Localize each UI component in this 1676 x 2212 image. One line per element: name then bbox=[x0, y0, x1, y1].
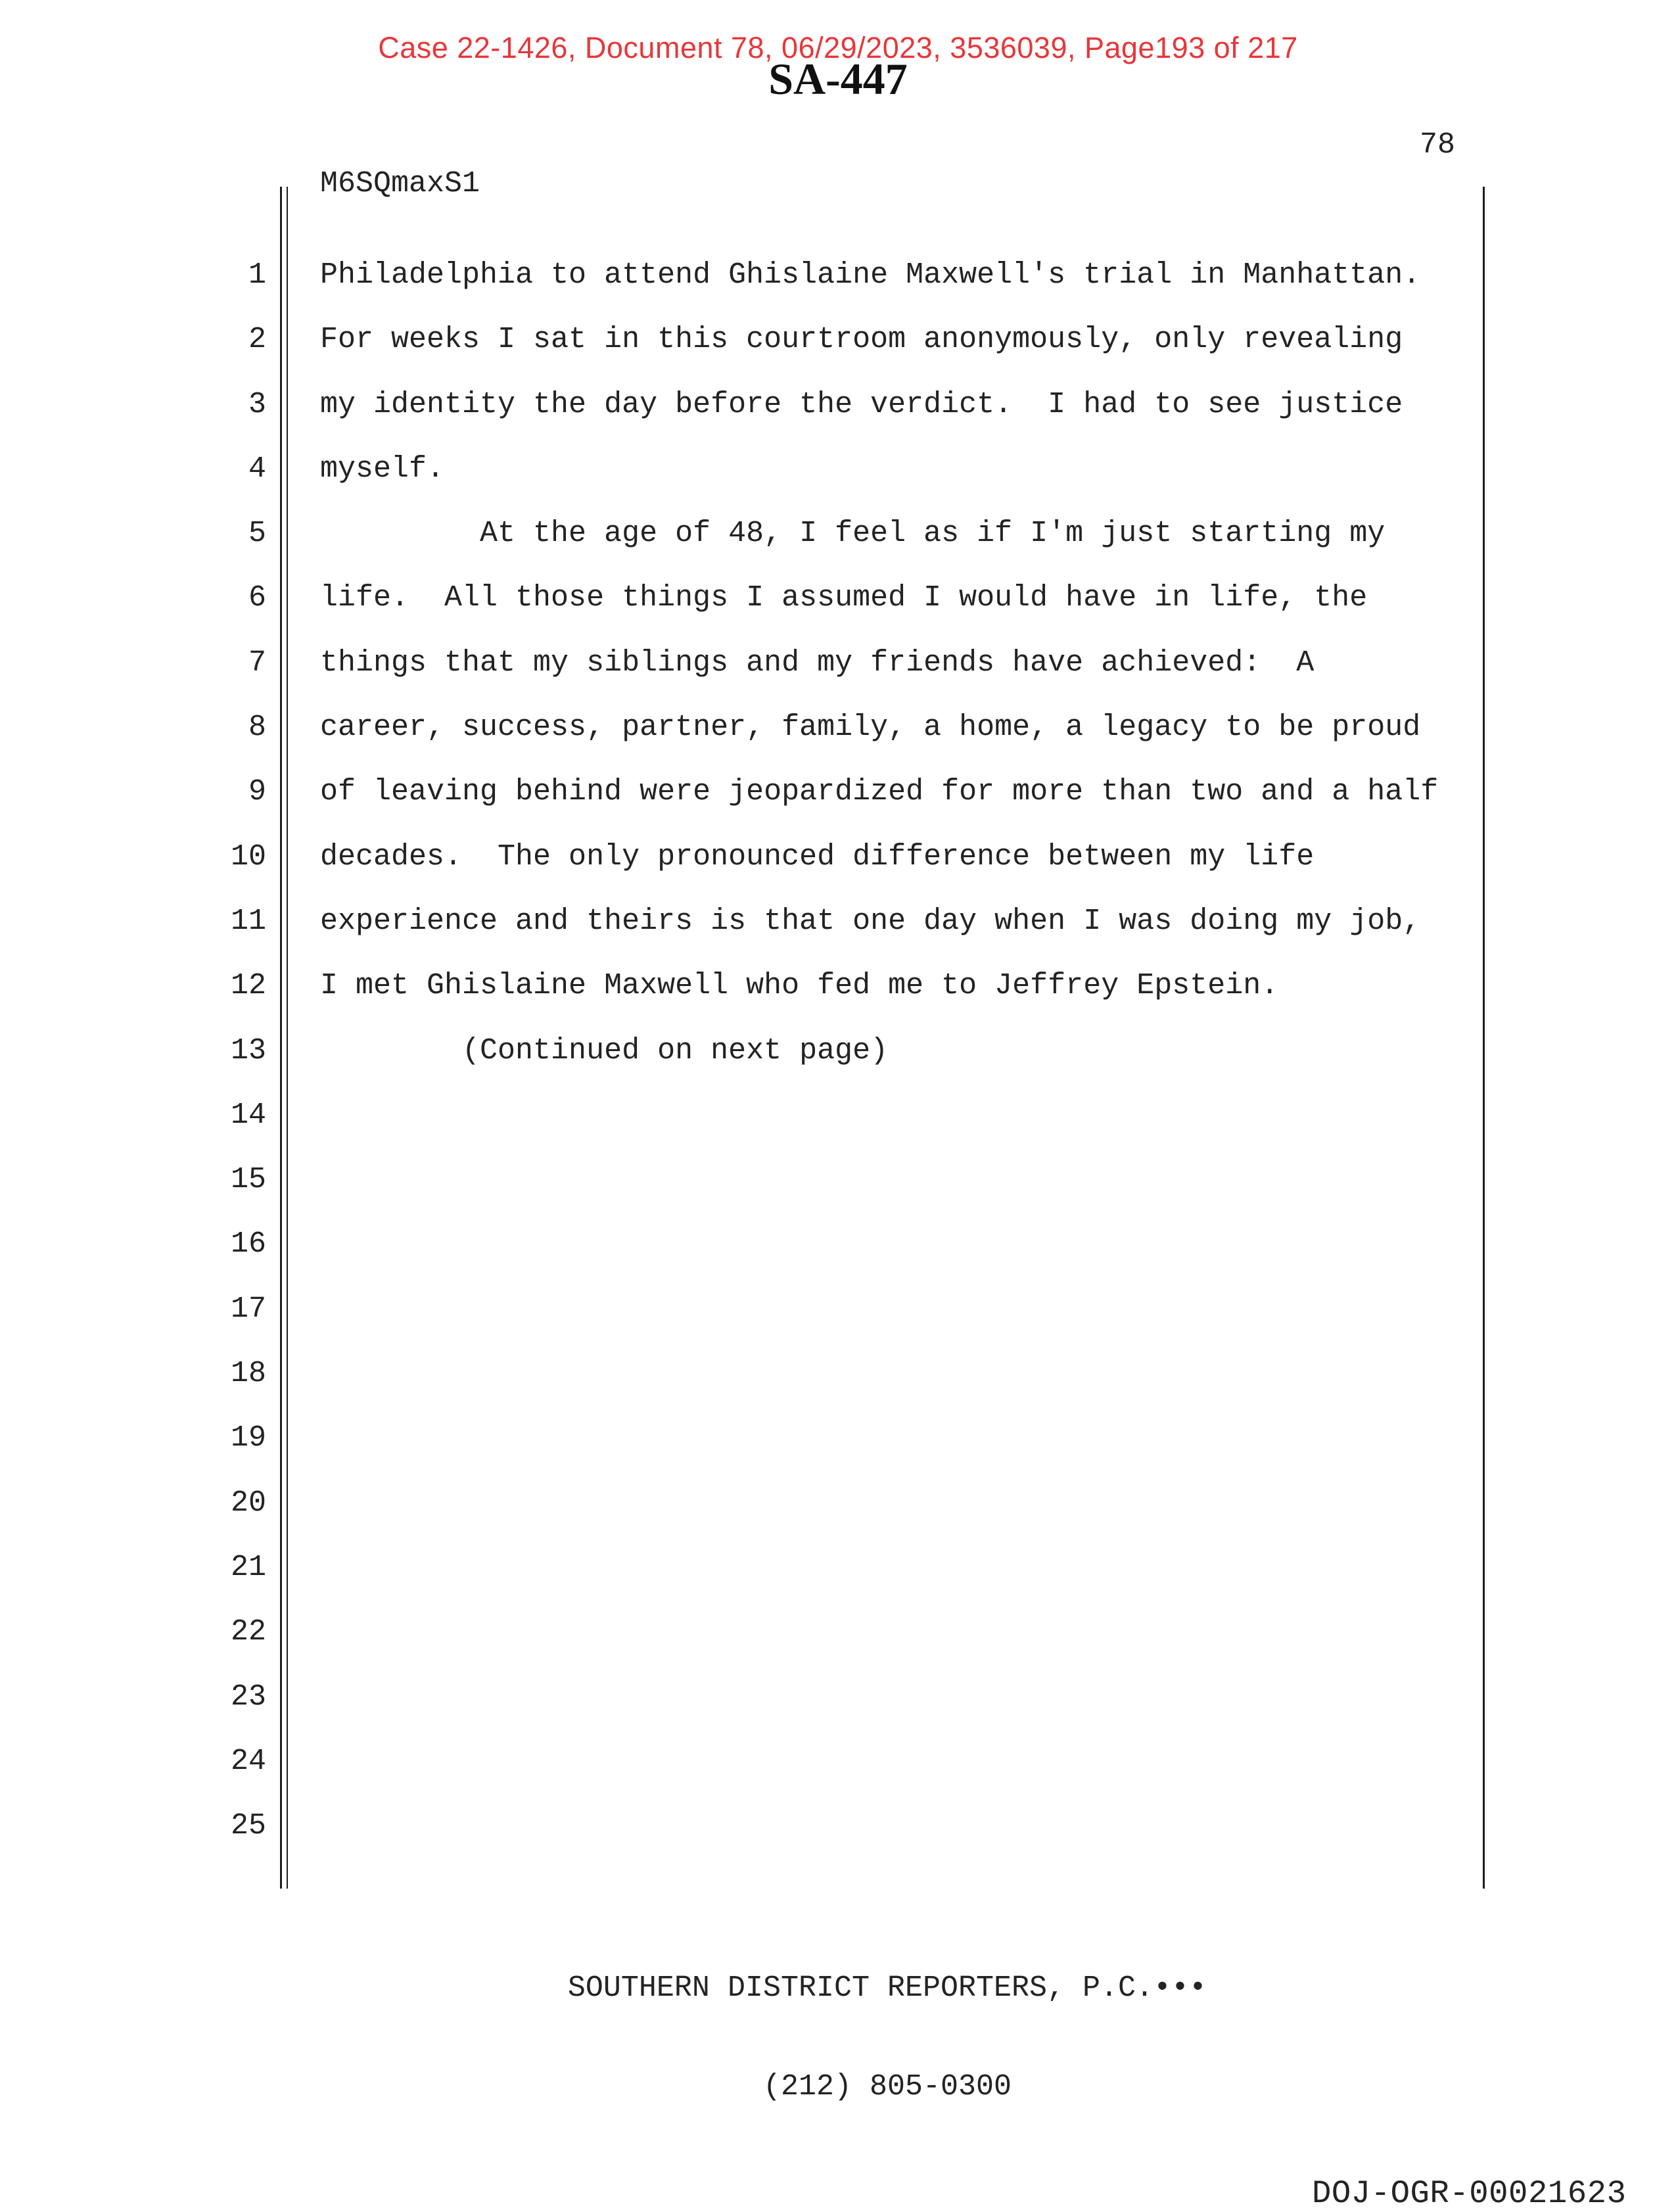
line-number: 9 bbox=[248, 775, 266, 809]
transcript-line bbox=[197, 1406, 1485, 1471]
line-number: 6 bbox=[248, 581, 266, 615]
line-number: 8 bbox=[248, 711, 266, 745]
line-text: experience and theirs is that one day when I was doing my job, bbox=[320, 904, 1421, 938]
line-number: 16 bbox=[230, 1227, 266, 1261]
transcript-line bbox=[197, 437, 1485, 502]
line-text: decades. The only pronounced difference between my life bbox=[320, 839, 1315, 874]
transcript-line bbox=[197, 1600, 1485, 1664]
line-number: 18 bbox=[230, 1357, 266, 1391]
appendix-page-label: SA-447 bbox=[768, 54, 908, 104]
transcript-line bbox=[197, 1083, 1485, 1148]
line-number: 2 bbox=[248, 323, 266, 357]
transcript-line bbox=[197, 1148, 1485, 1212]
line-text: For weeks I sat in this courtroom anonymously, only revealing bbox=[320, 323, 1403, 357]
line-text: career, success, partner, family, a home, a legacy to be proud bbox=[320, 711, 1421, 745]
line-number: 19 bbox=[230, 1421, 266, 1455]
line-number: 5 bbox=[248, 517, 266, 551]
transcript-line bbox=[197, 1019, 1485, 1083]
line-text: things that my siblings and my friends have achieved: A bbox=[320, 646, 1315, 680]
transcript-line bbox=[197, 1536, 1485, 1600]
transcript-line bbox=[197, 1471, 1485, 1536]
line-number: 4 bbox=[248, 452, 266, 486]
line-number: 23 bbox=[230, 1680, 266, 1714]
transcript-line bbox=[197, 1277, 1485, 1342]
reporter-footer bbox=[99, 1906, 1676, 2136]
line-number: 22 bbox=[230, 1615, 266, 1649]
line-number: 20 bbox=[230, 1486, 266, 1520]
line-text: life. All those things I assumed I would have in life, the bbox=[320, 581, 1368, 615]
transcript-line bbox=[197, 695, 1485, 760]
line-number: 14 bbox=[230, 1098, 266, 1132]
line-number: 15 bbox=[230, 1163, 266, 1197]
line-number: 1 bbox=[248, 258, 266, 292]
transcript-line bbox=[197, 373, 1485, 437]
transcript-line bbox=[197, 954, 1485, 1018]
transcript-line bbox=[197, 1212, 1485, 1277]
line-text: At the age of 48, I feel as if I'm just starting my bbox=[320, 517, 1385, 551]
reporter-phone-line: (212) 805-0300 bbox=[762, 2070, 1012, 2104]
line-text: my identity the day before the verdict. I had to see justice bbox=[320, 387, 1403, 421]
reporter-name-line: SOUTHERN DISTRICT REPORTERS, P.C.••• bbox=[567, 1971, 1207, 2005]
transcript-line bbox=[197, 1342, 1485, 1406]
line-text: myself. bbox=[320, 452, 445, 486]
transcript-body bbox=[197, 243, 1485, 1858]
transcript-line bbox=[197, 889, 1485, 954]
transcript-line bbox=[197, 502, 1485, 566]
transcript-line bbox=[197, 308, 1485, 372]
line-number: 3 bbox=[248, 387, 266, 421]
transcript-line bbox=[197, 825, 1485, 889]
transcript-line bbox=[197, 1665, 1485, 1730]
transcript-id: M6SQmaxS1 bbox=[320, 167, 480, 200]
line-number: 7 bbox=[248, 646, 266, 680]
line-text: I met Ghislaine Maxwell who fed me to Jeffrey Epstein. bbox=[320, 969, 1279, 1003]
transcript-line bbox=[197, 566, 1485, 630]
line-number: 11 bbox=[230, 904, 266, 938]
line-text: Philadelphia to attend Ghislaine Maxwell's trial in Manhattan. bbox=[320, 258, 1421, 292]
line-number: 12 bbox=[230, 969, 266, 1003]
transcript-line bbox=[197, 631, 1485, 695]
line-text: (Continued on next page) bbox=[320, 1033, 889, 1068]
transcript-line bbox=[197, 243, 1485, 308]
transcript-line bbox=[197, 760, 1485, 824]
line-text: of leaving behind were jeopardized for more than two and a half bbox=[320, 775, 1439, 809]
line-number: 10 bbox=[230, 839, 266, 874]
case-stamp: Case 22-1426, Document 78, 06/29/2023, 3536039, Page193 of 217 bbox=[378, 31, 1298, 64]
bates-number: DOJ-OGR-00021623 bbox=[1312, 2175, 1627, 2212]
line-number: 21 bbox=[230, 1550, 266, 1584]
line-number: 13 bbox=[230, 1033, 266, 1068]
transcript-line bbox=[197, 1730, 1485, 1794]
page-number: 78 bbox=[1420, 128, 1456, 162]
line-number: 17 bbox=[230, 1292, 266, 1326]
line-number: 25 bbox=[230, 1809, 266, 1843]
transcript-line bbox=[197, 1794, 1485, 1858]
line-number: 24 bbox=[230, 1744, 266, 1778]
